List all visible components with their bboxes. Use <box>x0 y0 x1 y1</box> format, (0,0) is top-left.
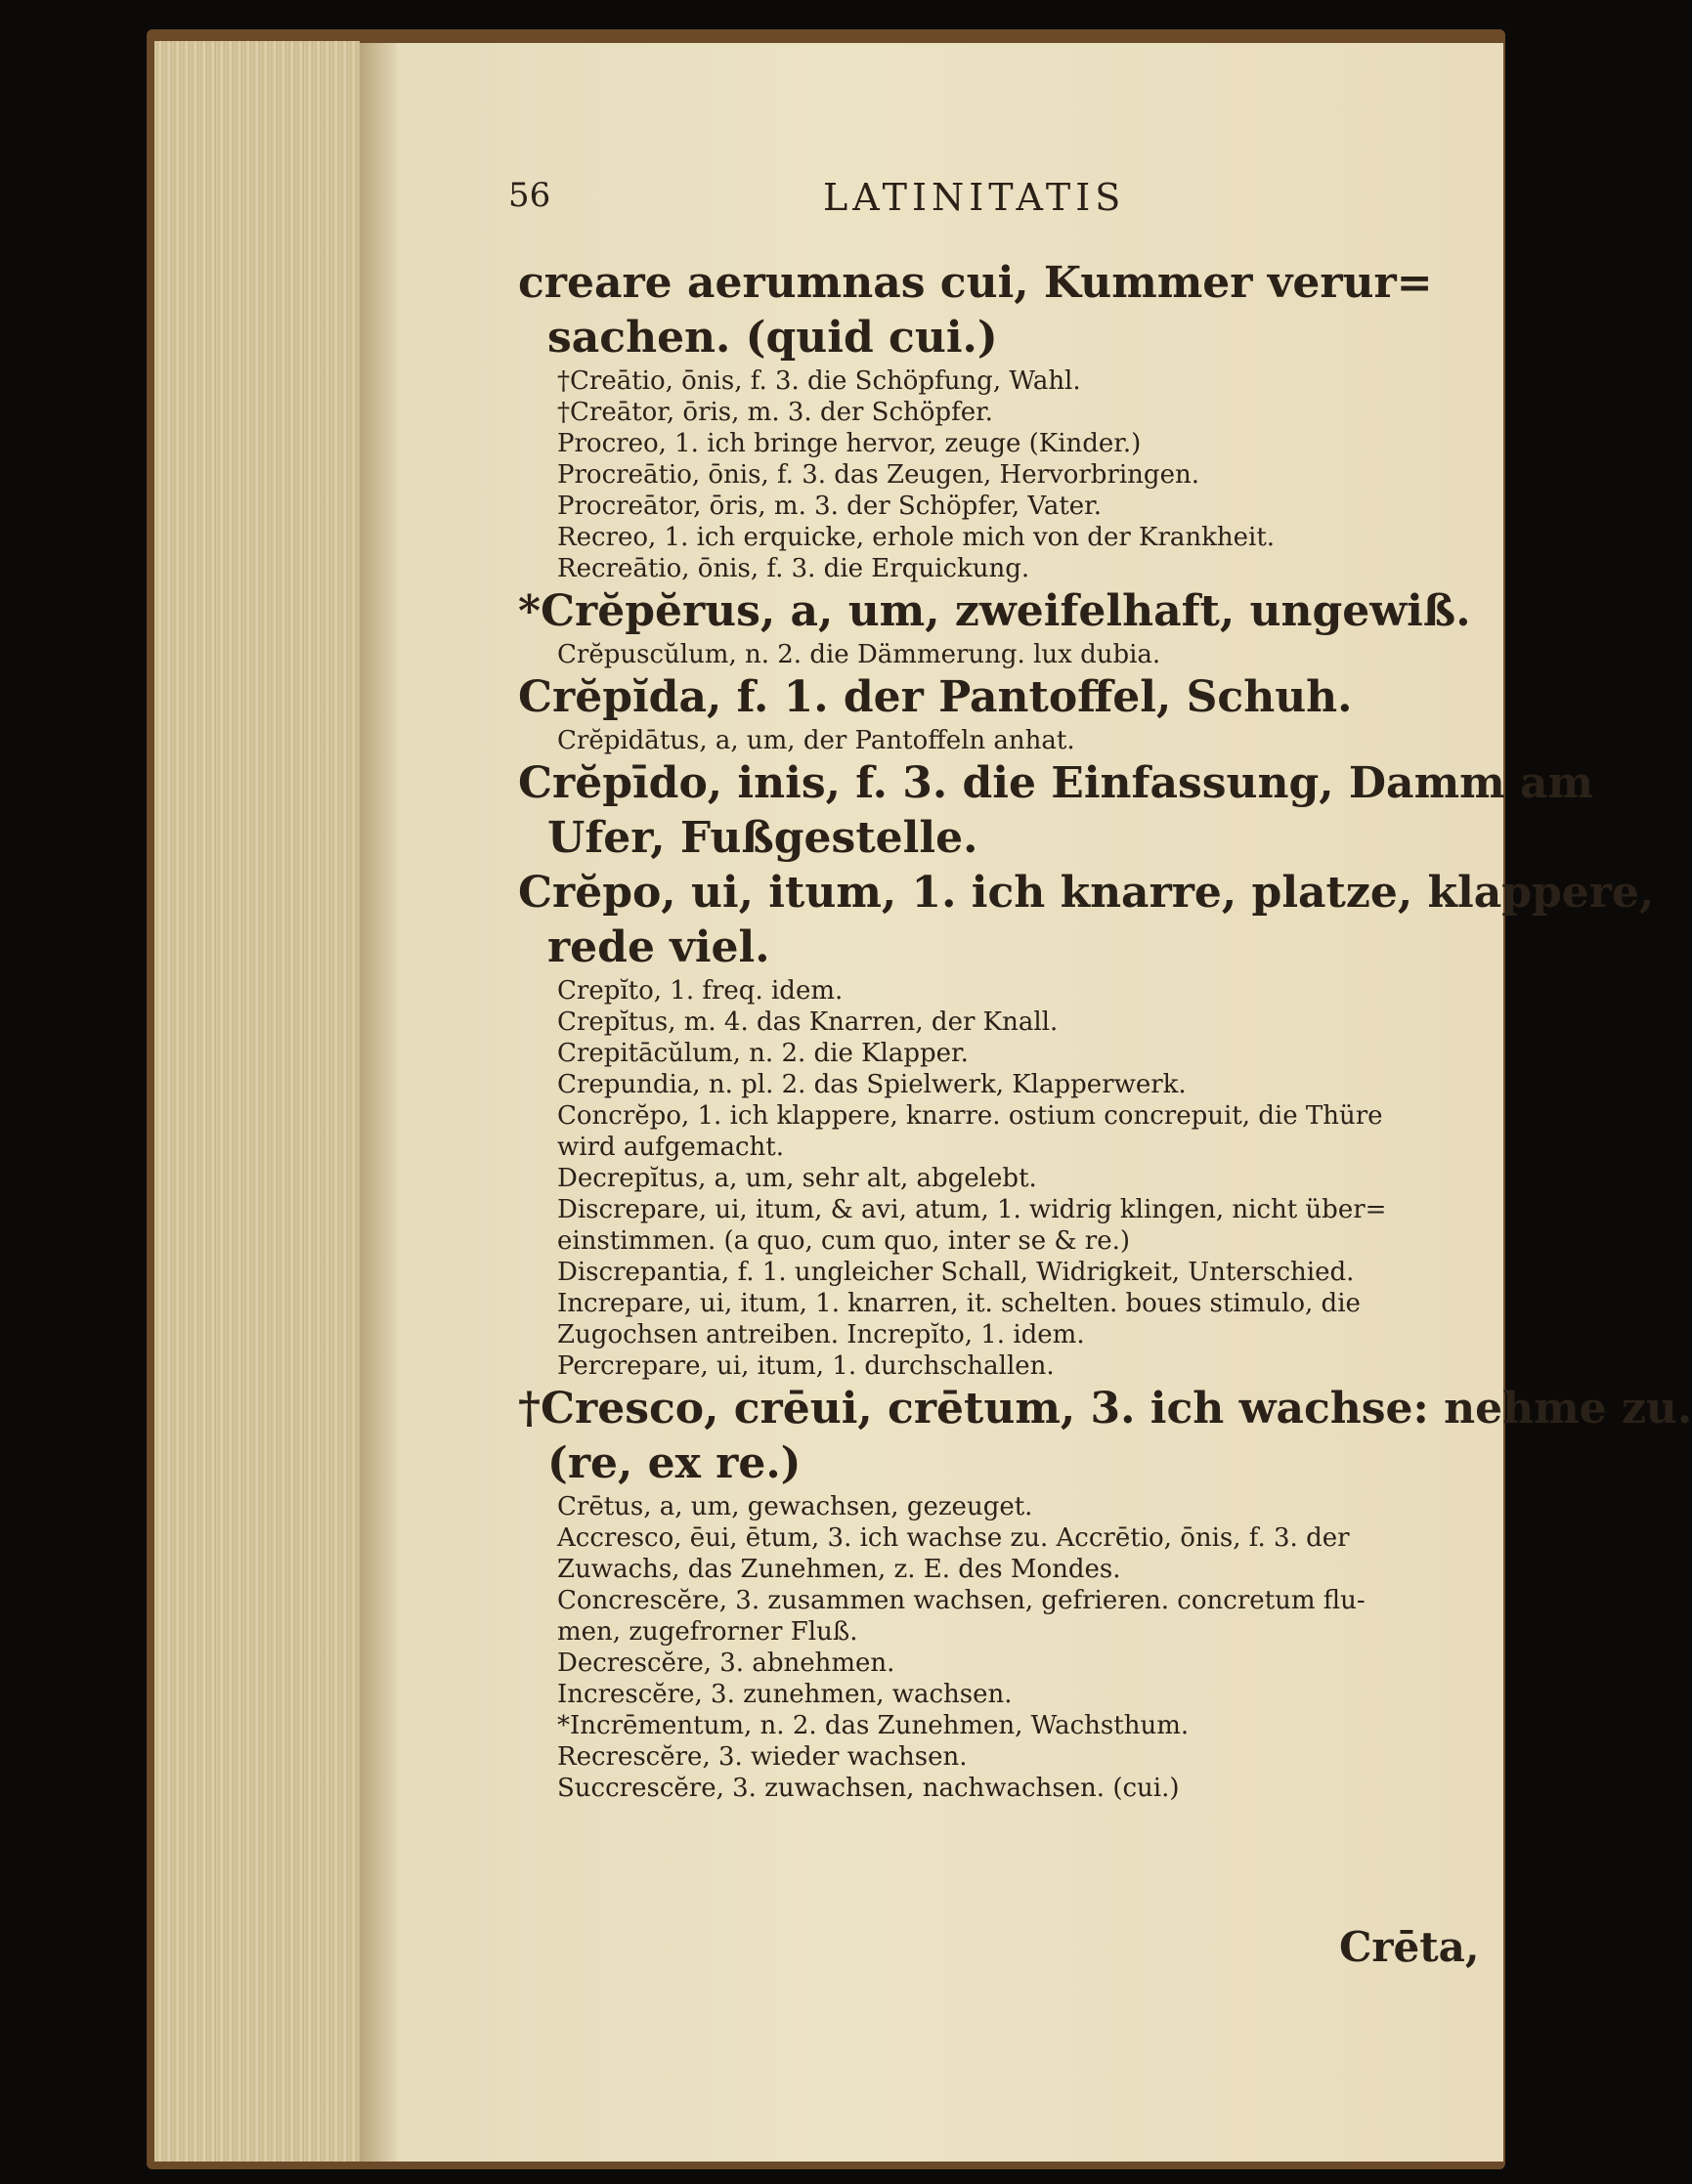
entry-line: Increscĕre, 3. zunehmen, wachsen. <box>557 1680 1013 1709</box>
entry-line: Zugochsen antreiben. Increpĭto, 1. idem. <box>557 1320 1085 1349</box>
entry-line: Decrescĕre, 3. abnehmen. <box>557 1649 895 1678</box>
page-header <box>508 176 1388 225</box>
entry-line: wird aufgemacht. <box>557 1133 784 1162</box>
entry-line: Zuwachs, das Zunehmen, z. E. des Mondes. <box>557 1555 1121 1584</box>
entry-headword-line: Ufer, Fußgestelle. <box>547 813 978 863</box>
page-edges <box>154 41 360 2162</box>
entry-headword-line: sachen. (quid cui.) <box>547 313 998 363</box>
entry-line: Crepĭtus, m. 4. das Knarren, der Knall. <box>557 1007 1059 1037</box>
entry-line: Procreo, 1. ich bringe hervor, zeuge (Kinder.) <box>557 429 1142 458</box>
entry-line: Concrescĕre, 3. zusammen wachsen, gefrieren. concretum flu- <box>557 1586 1366 1615</box>
entry-line: men, zugefrorner Fluß. <box>557 1617 858 1647</box>
entry-line: Crepundia, n. pl. 2. das Spielwerk, Klapperwerk. <box>557 1070 1187 1099</box>
entry-line: Increpare, ui, itum, 1. knarren, it. schelten. boues stimulo, die <box>557 1289 1361 1318</box>
entry-line: Crĕpuscŭlum, n. 2. die Dämmerung. lux dubia. <box>557 640 1161 669</box>
entry-headword-line: (re, ex re.) <box>547 1438 802 1488</box>
entry-line: Concrĕpo, 1. ich klappere, knarre. ostium concrepuit, die Thüre <box>557 1101 1383 1131</box>
entry-headword-line: Crĕpĭda, f. 1. der Pantoffel, Schuh. <box>518 672 1353 722</box>
catchword: Crēta, <box>1339 1923 1480 1971</box>
entry-line: Procreātio, ōnis, f. 3. das Zeugen, Hervorbringen. <box>557 460 1199 490</box>
entry-line: Discrepare, ui, itum, & avi, atum, 1. widrig klingen, nicht über= <box>557 1195 1387 1224</box>
entry-headword-line: *Crĕpĕrus, a, um, zweifelhaft, ungewiß. <box>518 586 1471 636</box>
page-gutter <box>360 43 399 2162</box>
entry-line: Decrepĭtus, a, um, sehr alt, abgelebt. <box>557 1164 1037 1193</box>
entry-line: †Creātio, ōnis, f. 3. die Schöpfung, Wahl. <box>557 366 1081 396</box>
running-head: LATINITATIS <box>823 176 1126 219</box>
entry-headword-line: Crĕpīdo, inis, f. 3. die Einfassung, Damm am <box>518 758 1594 808</box>
entry-line: Recreātio, ōnis, f. 3. die Erquickung. <box>557 554 1030 583</box>
entry-headword-line: Crĕpo, ui, itum, 1. ich knarre, platze, klappere, <box>518 868 1655 918</box>
entry-line: Recrescĕre, 3. wieder wachsen. <box>557 1742 968 1772</box>
entry-line: einstimmen. (a quo, cum quo, inter se & re.) <box>557 1226 1131 1256</box>
entry-line: Crepitācŭlum, n. 2. die Klapper. <box>557 1039 969 1068</box>
entry-line: Crētus, a, um, gewachsen, gezeuget. <box>557 1492 1033 1521</box>
page-number: 56 <box>508 176 551 215</box>
entry-headword-line: rede viel. <box>547 922 770 972</box>
entry-line: Percrepare, ui, itum, 1. durchschallen. <box>557 1351 1055 1381</box>
entry-line: Crĕpidātus, a, um, der Pantoffeln anhat. <box>557 726 1075 755</box>
entry-line: *Incrēmentum, n. 2. das Zunehmen, Wachsthum. <box>557 1711 1190 1740</box>
entry-line: Succrescĕre, 3. zuwachsen, nachwachsen. (cui.) <box>557 1774 1180 1803</box>
entry-headword-line: creare aerumnas cui, Kummer verur= <box>518 258 1433 308</box>
entry-line: Crepĭto, 1. freq. idem. <box>557 976 844 1006</box>
entry-line: Accresco, ēui, ētum, 3. ich wachse zu. Accrētio, ōnis, f. 3. der <box>557 1523 1350 1553</box>
entry-headword-line: †Cresco, crēui, crētum, 3. ich wachse: nehme zu. <box>518 1384 1692 1434</box>
entry-line: †Creātor, ōris, m. 3. der Schöpfer. <box>557 398 993 427</box>
entry-line: Recreo, 1. ich erquicke, erhole mich von der Krankheit. <box>557 523 1276 552</box>
dictionary-text <box>518 256 1692 1804</box>
entry-line: Discrepantia, f. 1. ungleicher Schall, Widrigkeit, Unterschied. <box>557 1258 1355 1287</box>
entry-line: Procreātor, ōris, m. 3. der Schöpfer, Vater. <box>557 492 1102 521</box>
